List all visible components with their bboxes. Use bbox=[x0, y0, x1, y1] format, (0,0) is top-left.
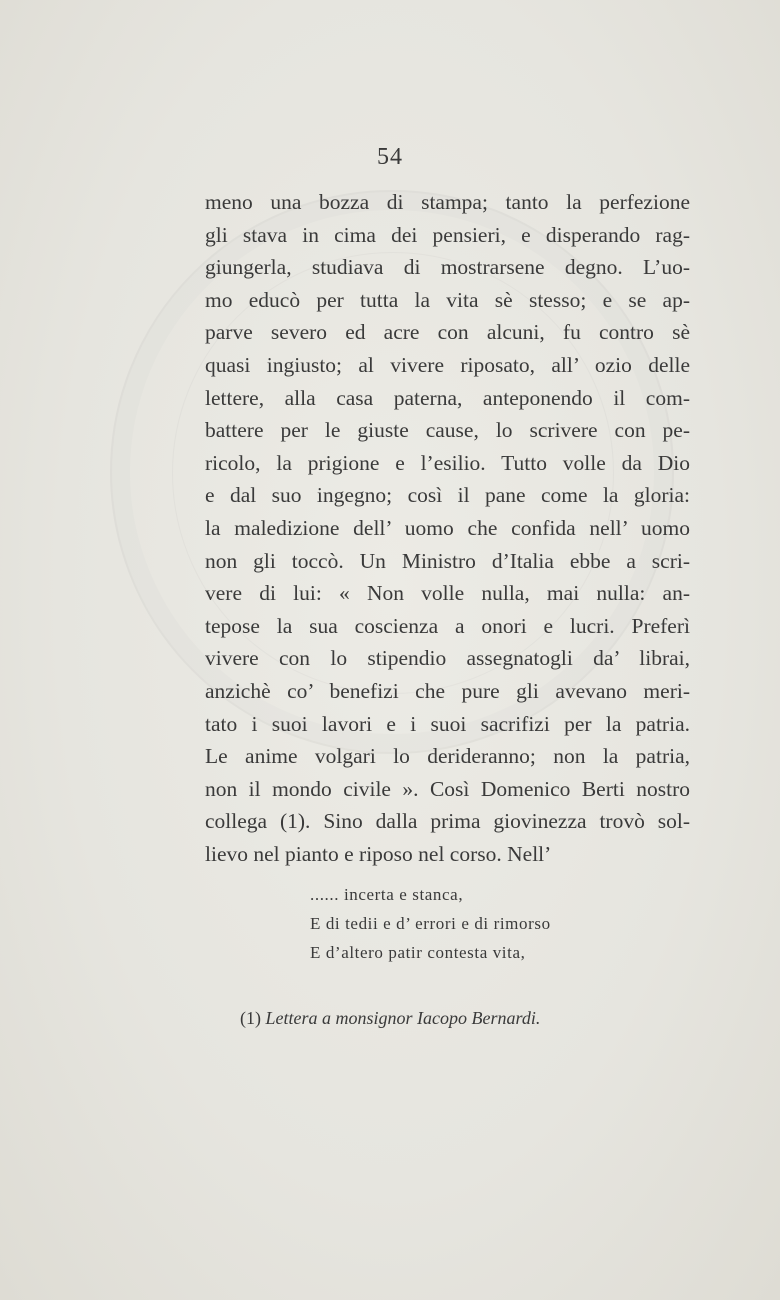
footnote bbox=[240, 1008, 540, 1029]
text-line: tato i suoi lavori e i suoi sacrifizi per la patria. bbox=[205, 711, 690, 736]
text-line: non gli toccò. Un Ministro d’Italia ebbe a scri- bbox=[205, 548, 690, 573]
text-line: mo educò per tutta la vita sè stesso; e se ap- bbox=[205, 287, 690, 312]
text-line: e dal suo ingegno; così il pane come la gloria: bbox=[205, 483, 690, 508]
text-line: la maledizione dell’ uomo che confida nell’ uomo bbox=[205, 515, 690, 540]
verse-quotation bbox=[310, 880, 610, 967]
page-number: 54 bbox=[377, 144, 403, 170]
text-line: quasi ingiusto; al vivere riposato, all’ ozio delle bbox=[205, 352, 690, 377]
text-line: lettere, alla casa paterna, anteponendo il com- bbox=[205, 385, 690, 410]
text-line: collega (1). Sino dalla prima giovinezza trovò sol- bbox=[205, 809, 690, 834]
verse-line: E di tedii e d’ errori e di rimorso bbox=[310, 914, 551, 933]
body-text bbox=[205, 186, 690, 870]
text-line: lievo nel pianto e riposo nel corso. Nell’ bbox=[205, 841, 552, 866]
footnote-text: Lettera a monsignor Iacopo Bernardi. bbox=[265, 1008, 541, 1028]
text-line: giungerla, studiava di mostrarsene degno. L’uo- bbox=[205, 255, 690, 280]
footnote-marker: (1) bbox=[240, 1008, 261, 1028]
text-line: gli stava in cima dei pensieri, e disperando rag- bbox=[205, 222, 690, 247]
text-line: anzichè co’ benefizi che pure gli avevano meri- bbox=[205, 678, 690, 703]
text-line: Le anime volgari lo derideranno; non la patria, bbox=[205, 744, 690, 769]
text-line: meno una bozza di stampa; tanto la perfezione bbox=[205, 190, 690, 214]
text-line: non il mondo civile ». Così Domenico Berti nostro bbox=[205, 776, 690, 801]
text-line: parve severo ed acre con alcuni, fu contro sè bbox=[205, 320, 690, 345]
text-line: tepose la sua coscienza a onori e lucri. Preferì bbox=[205, 613, 690, 638]
text-line: battere per le giuste cause, lo scrivere con pe- bbox=[205, 418, 690, 443]
verse-line: E d’altero patir contesta vita, bbox=[310, 943, 526, 962]
text-line: ricolo, la prigione e l’esilio. Tutto volle da Dio bbox=[205, 450, 690, 475]
text-line: vivere con lo stipendio assegnatogli da’ librai, bbox=[205, 646, 690, 671]
verse-line: ...... incerta e stanca, bbox=[310, 885, 464, 904]
text-line: vere di lui: « Non volle nulla, mai nulla: an- bbox=[205, 581, 690, 606]
